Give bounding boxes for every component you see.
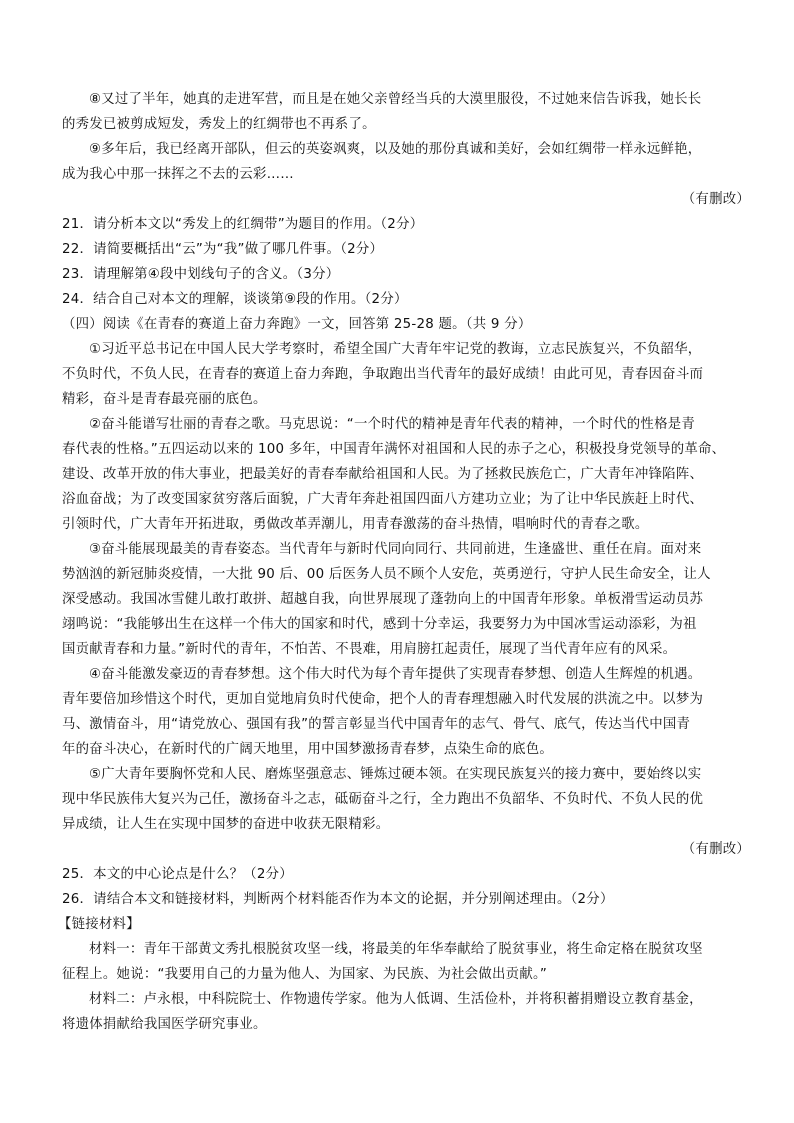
section-4-heading: （四）阅读《在青春的赛道上奋力奔跑》一文，回答第 25-28 题。（共 9 分） [62,317,532,332]
material-1-line-1: 材料一：青年干部黄文秀扎根脱贫攻坚一线，将最美的年华奉献给了脱贫事业，将生命定格在脱贫攻坚 [89,942,703,957]
p2-line-3: 建设、改革开放的伟大事业，把最美好的青春奉献给祖国和人民。为了拯救民族危亡，广大青年冲锋陷阵、 [62,467,704,482]
p4-line-3: 马、激情奋斗，用“请党放心、强国有我”的誓言彰显当代中国青年的志气、骨气、底气，传达当代中国青 [62,717,691,732]
p1-line-3: 精彩，奋斗是青春最亮丽的底色。 [62,392,267,407]
p3-line-4: 翊鸣说：“我能够出生在这样一个伟大的国家和时代，感到十分幸运，我要努力为中国冰雪运动添彩，为祖 [62,617,697,632]
p4-line-4: 年的奋斗决心，在新时代的广阔天地里，用中国梦激扬青春梦，点染生命的底色。 [62,742,554,757]
p8-line-1: ⑧又过了半年，她真的走进军营，而且是在她父亲曾经当兵的大漠里服役，不过她来信告诉我，她长长 [89,92,702,107]
source-note-2: （有删改） [681,842,750,857]
p3-line-5: 国贡献青春和力量。”新时代的青年，不怕苦、不畏难，用肩膀扛起责任，展现了当代青年应有的风采。 [62,642,677,657]
p1-line-1: ①习近平总书记在中国人民大学考察时，希望全国广大青年牢记党的教诲，立志民族复兴，不负韶华， [89,342,702,357]
p2-line-4: 浴血奋战；为了改变国家贫穷落后面貌，广大青年奔赴祖国四面八方建功立业；为了让中华民族赶上时代、 [62,492,704,507]
p4-line-2: 青年要倍加珍惜这个时代，更加自觉地肩负时代使命，把个人的青春理想融入时代发展的洪流之中。以梦为 [62,692,704,707]
p2-line-1: ②奋斗能谱写壮丽的青春之歌。马克思说：“一个时代的精神是青年代表的精神，一个时代的性格是青 [89,417,695,432]
p2-line-5: 引领时代，广大青年开拓进取，勇做改革弄潮儿，用青春激荡的奋斗热情，唱响时代的青春之歌。 [62,517,649,532]
p4-line-1: ④奋斗能激发豪迈的青春梦想。这个伟大时代为每个青年提供了实现青春梦想、创造人生辉煌的机遇。 [89,667,702,682]
p9-line-1: ⑨多年后，我已经离开部队，但云的英姿飒爽，以及她的那份真诚和美好，会如红绸带一样永远鲜艳， [89,142,702,157]
p8-line-2: 的秀发已被剪成短发，秀发上的红绸带也不再系了。 [62,117,376,132]
question-24: 24．结合自己对本文的理解，谈谈第⑨段的作用。（2分） [62,292,408,307]
p5-line-2: 现中华民族伟大复兴为己任，激扬奋斗之志，砥砺奋斗之行，全力跑出不负韶华、不负时代、不负人民的优 [62,792,704,807]
question-22: 22．请简要概括出“云”为“我”做了哪几件事。（2分） [62,242,384,257]
link-material-heading: 【链接材料】 [58,917,140,932]
p5-line-3: 异成绩，让人生在实现中国梦的奋进中收获无限精彩。 [62,817,390,832]
material-1-line-2: 征程上。她说：“我要用自己的力量为他人、为国家、为民族、为社会做出贡献。” [62,967,548,982]
p3-line-2: 势汹汹的新冠肺炎疫情，一大批 90 后、00 后医务人员不顾个人安危，英勇逆行，守护人民生命安全，让人 [62,567,711,582]
p1-line-2: 不负时代，不负人民，在青春的赛道上奋力奔跑，争取跑出当代青年的最好成绩！由此可见，青春因奋斗而 [62,367,704,382]
material-2-line-1: 材料二：卢永根，中科院院士、作物遗传学家。他为人低调、生活俭朴，并将积蓄捐赠设立教育基金， [89,992,703,1007]
p3-line-3: 深受感动。我国冰雪健儿敢打敢拼、超越自我，向世界展现了蓬勃向上的中国青年形象。单板滑雪运动员苏 [62,592,704,607]
p3-line-1: ③奋斗能展现最美的青春姿态。当代青年与新时代同向同行、共同前进，生逢盛世、重任在肩。面对来 [89,542,702,557]
p5-line-1: ⑤广大青年要胸怀党和人民、磨炼坚强意志、锤炼过硬本领。在实现民族复兴的接力赛中，要始终以实 [89,767,702,782]
question-21: 21．请分析本文以“秀发上的红绸带”为题目的作用。（2分） [62,217,424,232]
p2-line-2: 春代表的性格。”五四运动以来的 100 多年，中国青年满怀对祖国和人民的赤子之心，积极投身党领导的革命、 [62,442,726,457]
p9-line-2: 成为我心中那一抹挥之不去的云彩…… [62,167,294,182]
source-note-1: （有删改） [681,192,750,207]
question-25: 25．本文的中心论点是什么？（2分） [62,867,293,882]
material-2-line-2: 将遗体捐献给我国医学研究事业。 [62,1017,267,1032]
question-23: 23．请理解第④段中划线句子的含义。（3分） [62,267,340,282]
question-26: 26．请结合本文和链接材料，判断两个材料能否作为本文的论据，并分别阐述理由。（2分） [62,892,614,907]
